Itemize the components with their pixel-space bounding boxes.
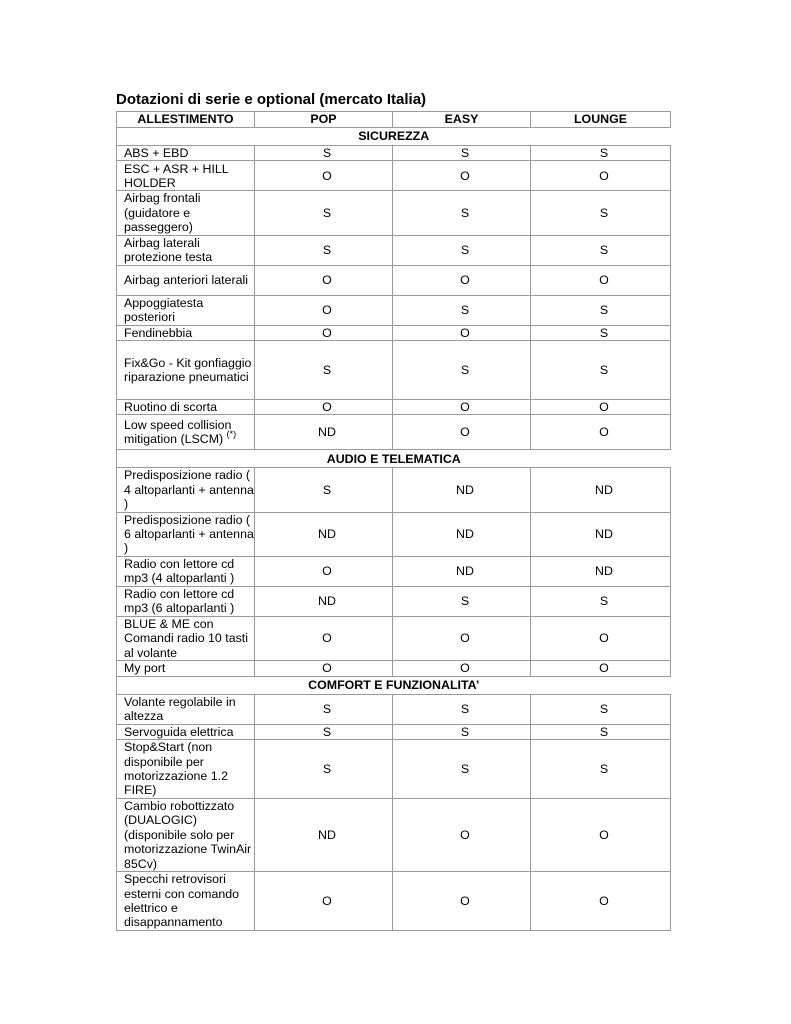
feature-label: Radio con lettore cd mp3 (6 altoparlanti ) [124, 586, 235, 616]
value-cell-pop: ND [255, 512, 393, 556]
value-cell-lounge: S [531, 235, 671, 265]
table-row [117, 616, 671, 660]
feature-label: Appoggiatesta posteriori [124, 295, 204, 325]
value-cell-easy: S [393, 146, 531, 161]
feature-label-cell [117, 161, 255, 191]
value-cell-lounge: O [531, 265, 671, 295]
value-cell-lounge: S [531, 341, 671, 400]
value-cell-easy: ND [393, 468, 531, 512]
value-cell-pop: O [255, 400, 393, 415]
feature-label: Airbag laterali protezione testa [124, 235, 213, 265]
value-cell-easy: S [393, 191, 531, 235]
feature-label: Stop&Start (non disponibile per motorizzazione 1.2 FIRE) [124, 740, 228, 798]
section-row [117, 128, 671, 146]
value-cell-lounge: O [531, 400, 671, 415]
section-title: SICUREZZA [117, 128, 671, 146]
table-row [117, 739, 671, 798]
table-row [117, 798, 671, 871]
value-cell-lounge: S [531, 586, 671, 616]
footnote-marker: (*) [226, 429, 237, 440]
value-cell-pop: S [255, 694, 393, 724]
value-cell-easy: S [393, 295, 531, 325]
table-row [117, 161, 671, 191]
value-cell-pop: S [255, 739, 393, 798]
feature-label: Cambio robottizzato (DUALOGIC) (disponibile solo per motorizzazione TwinAir 85Cv) [124, 798, 252, 871]
value-cell-pop: S [255, 235, 393, 265]
feature-label-cell [117, 694, 255, 724]
value-cell-pop: S [255, 146, 393, 161]
table-row [117, 871, 671, 930]
value-cell-lounge: O [531, 161, 671, 191]
feature-label-cell [117, 415, 255, 450]
feature-label: ESC + ASR + HILL HOLDER [124, 161, 229, 190]
column-header-pop: POP [255, 112, 393, 128]
table-row [117, 265, 671, 295]
feature-label: ABS + EBD [124, 146, 189, 160]
value-cell-easy: O [393, 616, 531, 660]
table-row [117, 661, 671, 676]
document-title: Dotazioni di serie e optional (mercato Italia) [116, 91, 427, 108]
value-cell-lounge: S [531, 694, 671, 724]
value-cell-easy: S [393, 341, 531, 400]
table-row [117, 146, 671, 161]
value-cell-lounge: S [531, 191, 671, 235]
feature-label-cell [117, 661, 255, 676]
feature-label: Servoguida elettrica [124, 724, 234, 739]
feature-label: Predisposizione radio ( 6 altoparlanti + antenna ) [124, 512, 254, 556]
table-row [117, 400, 671, 415]
table-row [117, 341, 671, 400]
value-cell-easy: O [393, 798, 531, 871]
value-cell-easy: S [393, 694, 531, 724]
value-cell-lounge: S [531, 739, 671, 798]
feature-label-cell [117, 265, 255, 295]
value-cell-pop: S [255, 468, 393, 512]
value-cell-easy: S [393, 586, 531, 616]
value-cell-lounge: S [531, 146, 671, 161]
section-title: COMFORT E FUNZIONALITA’ [117, 676, 671, 694]
feature-label: Volante regolabile in altezza [124, 694, 236, 723]
value-cell-pop: O [255, 556, 393, 586]
feature-label-cell [117, 400, 255, 415]
value-cell-pop: O [255, 325, 393, 340]
column-header-allestimento: ALLESTIMENTO [117, 112, 255, 128]
table-row [117, 295, 671, 325]
value-cell-easy: O [393, 265, 531, 295]
feature-label-cell [117, 512, 255, 556]
section-title: AUDIO E TELEMATICA [117, 450, 671, 468]
value-cell-pop: O [255, 161, 393, 191]
value-cell-easy: O [393, 400, 531, 415]
table-row [117, 724, 671, 739]
value-cell-lounge: ND [531, 468, 671, 512]
feature-label-cell [117, 341, 255, 400]
value-cell-pop: ND [255, 586, 393, 616]
value-cell-pop: O [255, 871, 393, 930]
table-row [117, 512, 671, 556]
value-cell-lounge: S [531, 295, 671, 325]
feature-label-cell [117, 798, 255, 871]
feature-label-cell [117, 235, 255, 265]
section-row [117, 676, 671, 694]
value-cell-lounge: O [531, 661, 671, 676]
feature-label: Specchi retrovisori esterni con comando elettrico e disappannamento [124, 872, 240, 930]
feature-label-cell [117, 871, 255, 930]
value-cell-easy: O [393, 661, 531, 676]
table-row [117, 235, 671, 265]
value-cell-easy: O [393, 871, 531, 930]
feature-label: Airbag frontali (guidatore e passeggero) [124, 191, 201, 235]
value-cell-easy: S [393, 739, 531, 798]
value-cell-pop: O [255, 661, 393, 676]
feature-label: My port [124, 661, 166, 676]
feature-label-cell [117, 616, 255, 660]
feature-label-cell [117, 295, 255, 325]
feature-label-cell [117, 739, 255, 798]
value-cell-pop: ND [255, 798, 393, 871]
table-row [117, 468, 671, 512]
table-row [117, 586, 671, 616]
value-cell-lounge: ND [531, 512, 671, 556]
feature-label: Airbag anteriori laterali [124, 272, 248, 287]
value-cell-easy: O [393, 325, 531, 340]
section-row [117, 450, 671, 468]
value-cell-lounge: O [531, 871, 671, 930]
value-cell-lounge: O [531, 415, 671, 450]
value-cell-easy: O [393, 161, 531, 191]
value-cell-pop: S [255, 724, 393, 739]
value-cell-lounge: O [531, 798, 671, 871]
value-cell-lounge: S [531, 325, 671, 340]
equipment-table [116, 111, 671, 931]
table-row [117, 694, 671, 724]
value-cell-pop: S [255, 191, 393, 235]
feature-label-cell [117, 468, 255, 512]
feature-label-cell [117, 556, 255, 586]
value-cell-pop: O [255, 295, 393, 325]
feature-label: Predisposizione radio ( 4 altoparlanti + antenna ) [124, 468, 254, 512]
value-cell-pop: O [255, 265, 393, 295]
feature-label-cell [117, 586, 255, 616]
value-cell-easy: S [393, 235, 531, 265]
feature-label: Fendinebbia [124, 325, 193, 340]
value-cell-lounge: S [531, 724, 671, 739]
table-header-row [117, 112, 671, 128]
value-cell-easy: ND [393, 512, 531, 556]
value-cell-pop: ND [255, 415, 393, 450]
value-cell-pop: S [255, 341, 393, 400]
table-row [117, 191, 671, 235]
feature-label: Radio con lettore cd mp3 (4 altoparlanti ) [124, 556, 235, 586]
feature-label: Low speed collision mitigation (LSCM) [124, 418, 232, 447]
table-row [117, 415, 671, 450]
feature-label-cell [117, 146, 255, 161]
feature-label: BLUE & ME con Comandi radio 10 tasti al volante [124, 616, 248, 660]
value-cell-lounge: O [531, 616, 671, 660]
column-header-lounge: LOUNGE [531, 112, 671, 128]
feature-label: Fix&Go - Kit gonfiaggio riparazione pneumatici [124, 355, 252, 385]
table-row [117, 556, 671, 586]
value-cell-easy: S [393, 724, 531, 739]
feature-label-cell [117, 724, 255, 739]
feature-label-cell [117, 191, 255, 235]
table-row [117, 325, 671, 340]
column-header-easy: EASY [393, 112, 531, 128]
value-cell-easy: O [393, 415, 531, 450]
feature-label: Ruotino di scorta [124, 400, 217, 415]
value-cell-pop: O [255, 616, 393, 660]
value-cell-lounge: ND [531, 556, 671, 586]
feature-label-cell [117, 325, 255, 340]
value-cell-easy: ND [393, 556, 531, 586]
